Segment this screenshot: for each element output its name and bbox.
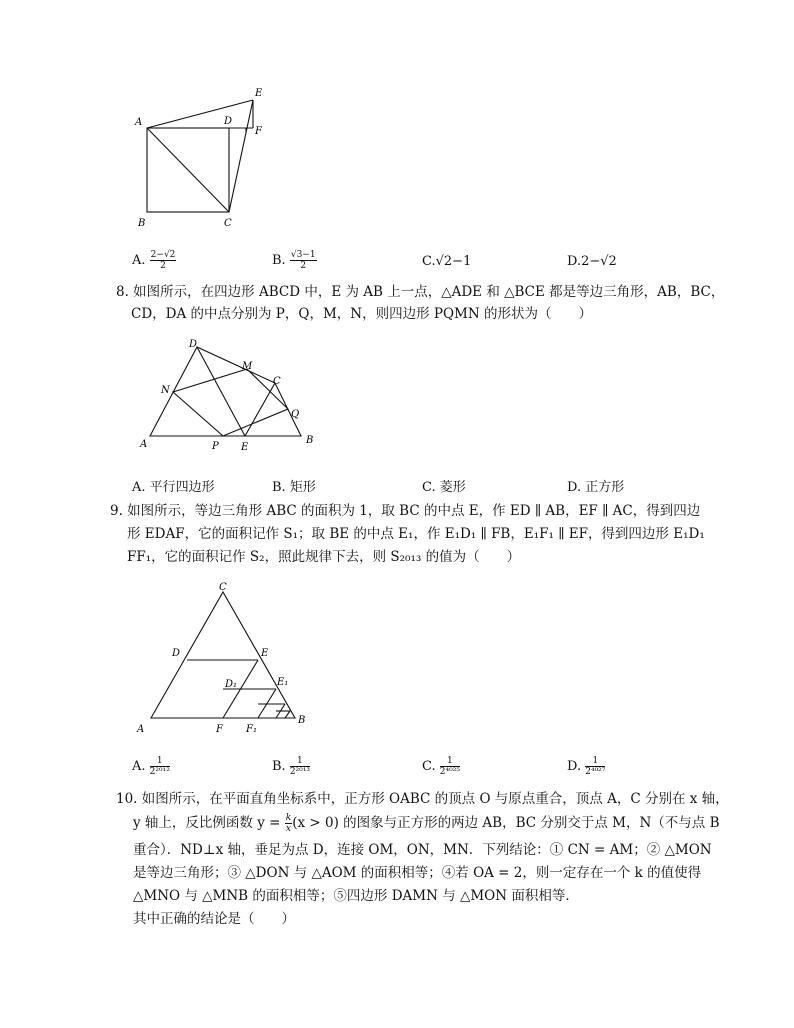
figure-q9 — [130, 580, 320, 740]
q8-text-line1: 8. 如图所示，在四边形 ABCD 中，E 为 AB 上一点，△ADE 和 △BCE 都是等边三角形，AB，BC， — [116, 284, 725, 300]
label-d: D — [189, 339, 198, 350]
label-c: C — [273, 376, 281, 387]
q8-option-c[interactable]: C. 菱形 — [422, 480, 466, 495]
label-e: E — [261, 648, 269, 659]
q9-text-line1: 9. 如图所示，等边三角形 ABC 的面积为 1，取 BC 的中点 E，作 ED ∥ AB，EF ∥ AC，得到四边 — [110, 503, 701, 519]
figure-q8 — [135, 335, 325, 460]
label-a: A — [135, 117, 143, 128]
q10-text-line4: 是等边三角形；③ △DON 与 △AOM 的面积相等；④若 OA = 2，则一定存在一个 k 的值使得 — [133, 865, 702, 881]
label-n: N — [161, 385, 170, 396]
label-e1: E₁ — [277, 677, 289, 688]
label-b: B — [298, 715, 306, 726]
q9-option-a[interactable]: A. $\frac{1}{\text{2²⁰¹²}}$ — [132, 756, 170, 777]
label-d1: D₁ — [225, 679, 238, 690]
q9-option-c[interactable]: C. $\frac{1}{\text{2⁴⁰²⁵}}$ — [422, 756, 460, 777]
q8-option-d[interactable]: D. 正方形 — [567, 480, 625, 495]
label-f: F — [255, 126, 262, 137]
q7-option-a[interactable]: A. $\frac{2-√2}{2}$ — [132, 250, 176, 271]
q10-text-line6: 其中正确的结论是（ ） — [133, 911, 295, 927]
q9-option-b[interactable]: B. $\frac{1}{\text{2²⁰¹³}}$ — [272, 756, 310, 777]
label-b: B — [306, 435, 314, 446]
q9-option-d[interactable]: D. $\frac{1}{\text{2⁴⁰²⁷}}$ — [567, 756, 606, 777]
q10-text-line1: 10. 如图所示，在平面直角坐标系中，正方形 OABC 的顶点 O 与原点重合，顶点 A，C 分别在 x 轴， — [116, 791, 729, 807]
q10-text-line2: y 轴上，反比例函数 y = $\frac{k}{x}$ (x > 0) 的图象与正方形的两边 AB，BC 分别交于点 M，N（不与点 B — [133, 813, 720, 834]
label-b: B — [138, 218, 146, 229]
label-f1: F₁ — [246, 724, 257, 735]
label-a: A — [140, 439, 148, 450]
q8-option-b[interactable]: B. 矩形 — [272, 480, 316, 495]
figure-q7 — [130, 80, 280, 240]
q10-text-line3: 重合）．ND⊥x 轴，垂足为点 D，连接 OM，ON，MN．下列结论：① CN = AM；② △MON — [133, 842, 712, 858]
label-p: P — [212, 441, 219, 452]
q8-text-line2: CD，DA 的中点分别为 P，Q，M，N，则四边形 PQMN 的形状为（ ） — [131, 306, 592, 322]
q9-text-line2: 形 EDAF，它的面积记作 S₁；取 BE 的中点 E₁，作 E₁D₁ ∥ FB，E₁F₁ ∥ EF，得到四边形 E₁D₁ — [127, 526, 705, 542]
label-c: C — [224, 218, 232, 229]
label-e: E — [241, 442, 249, 453]
label-d: D — [224, 116, 233, 127]
q9-text-line3: FF₁，它的面积记作 S₂，照此规律下去，则 S₂₀₁₃ 的值为（ ） — [127, 549, 521, 565]
q8-option-a[interactable]: A. 平行四边形 — [132, 480, 215, 495]
q10-text-line5: △MNO 与 △MNB 的面积相等；⑤四边形 DAMN 与 △MON 面积相等． — [133, 888, 579, 904]
label-e: E — [255, 88, 263, 99]
label-q: Q — [291, 409, 300, 420]
q7-option-b[interactable]: B. $\frac{√3-1}{2}$ — [272, 250, 316, 271]
label-m: M — [242, 361, 253, 372]
label-d: D — [172, 648, 181, 659]
q7-option-c[interactable]: C.√2−1 — [422, 254, 472, 269]
label-a: A — [137, 724, 145, 735]
label-c: C — [219, 582, 227, 593]
q7-option-d[interactable]: D.2−√2 — [567, 254, 617, 269]
label-f: F — [216, 724, 223, 735]
